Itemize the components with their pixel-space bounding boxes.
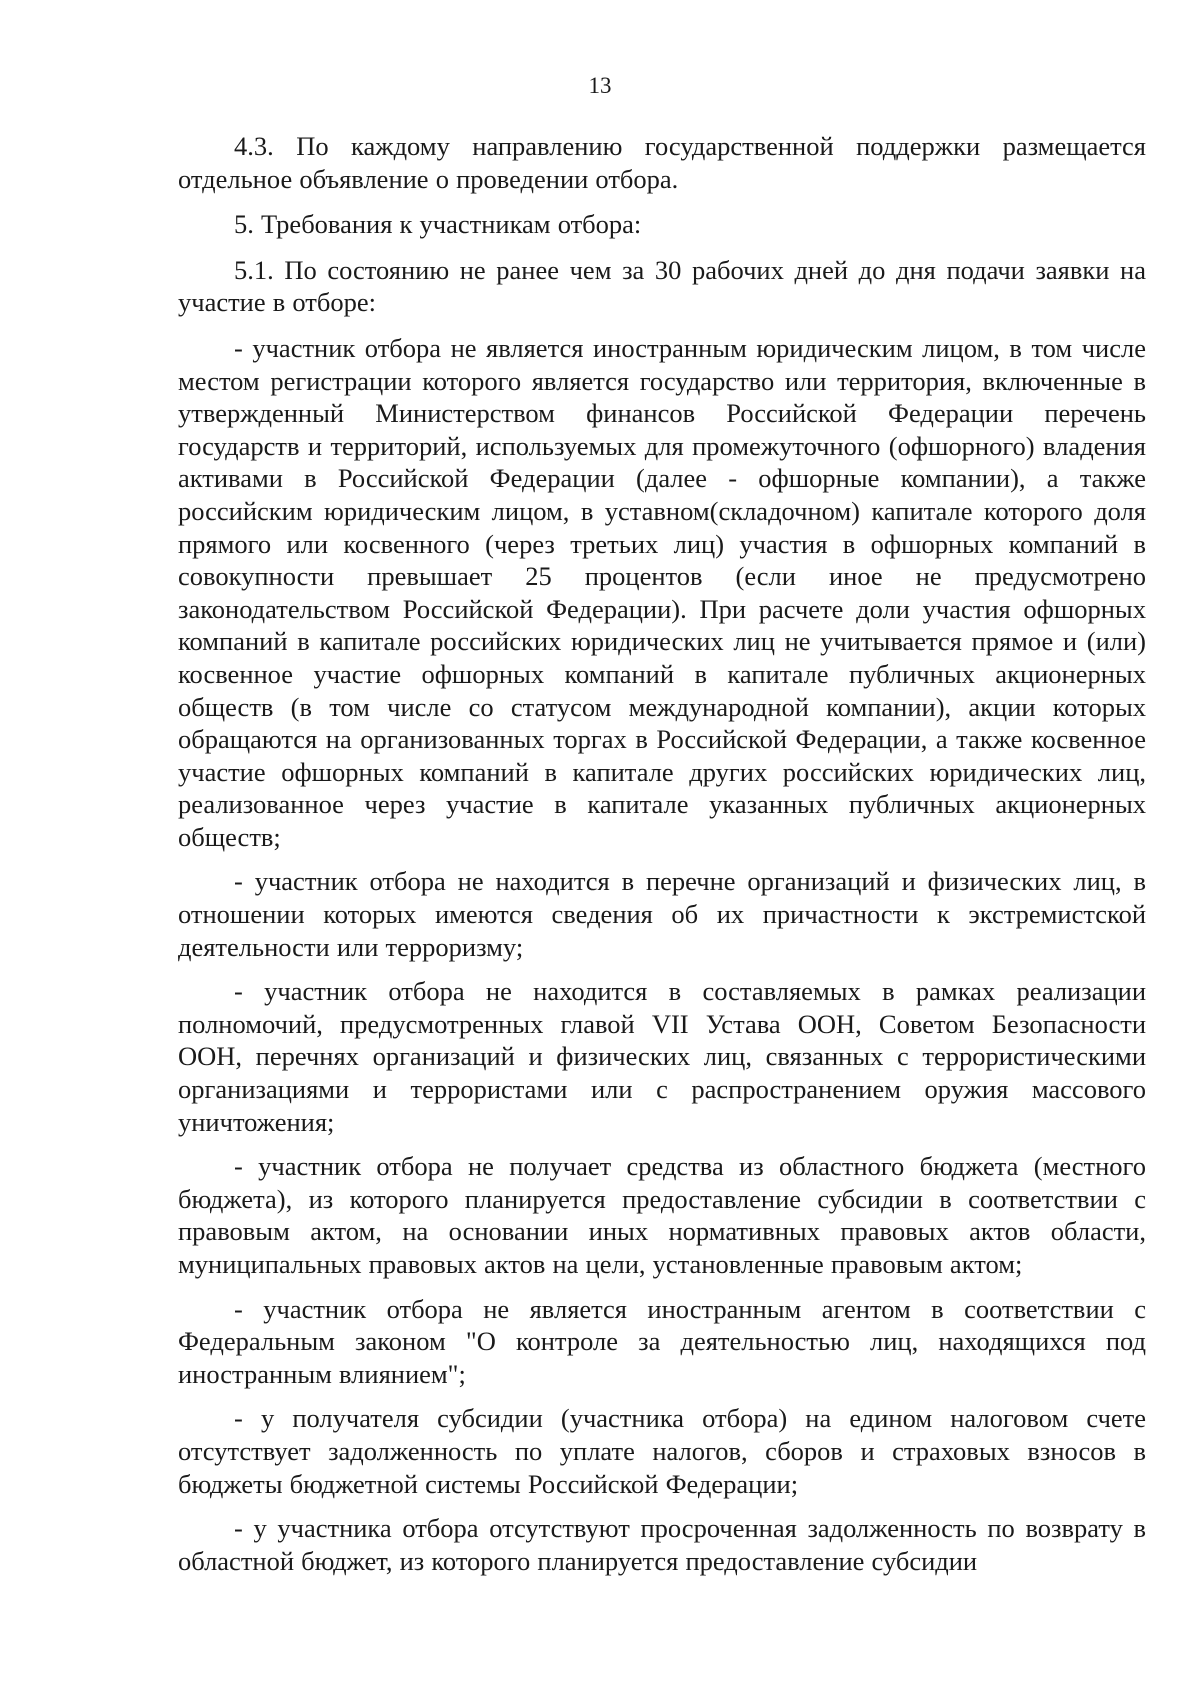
section-heading-5: 5. Требования к участникам отбора: [234,209,642,240]
requirement-offshore: - участник отбора не является иностранным юридическим лицом, в том числе местом регистрации которого является государство или территория, включенные в утвержденный Министерством финансов Российской Федерации перечень государств и территорий, используемых для промежуточного (офшорного) владения активами в Российской Федерации (далее - офшорные компании), а также российским юридическим лицом, в уставном(складочном) капитале которого доля прямого или косвенного (через третьих лиц) участия в офшорных компаний в совокупности превышает 25 процентов (если иное не предусмотрено законодательством Российской Федерации). При расчете доли участия офшорных компаний в капитале российских юридических лиц не учитывается прямое и (или) косвенное участие офшорных компаний в капитале публичных акционерных обществ (в том числе со статусом международной компании), акции которых обращаются на организованных торгах в Российской Федерации, а также косвенное участие офшорных компаний в капитале других российских юридических лиц, реализованное через участие в капитале указанных публичных акционерных обществ; [178,332,1146,852]
requirement-overdue-debt: - у участника отбора отсутствуют просроченная задолженность по возврату в областной бюджет, из которого планируется предоставление субсидии [178,1513,1146,1576]
page-number: 13 [588,73,612,98]
requirement-extremism-list: - участник отбора не находится в перечне организаций и физических лиц, в отношении которых имеются сведения об их причастности к экстремистской деятельности или терроризму; [178,866,1146,962]
document-body [178,130,1146,1589]
requirement-tax-debt: - у получателя субсидии (участника отбора) на едином налоговом счете отсутствует задолженность по уплате налогов, сборов и страховых взносов в бюджеты бюджетной системы Российской Федерации; [178,1403,1146,1499]
requirement-no-budget-funds: - участник отбора не получает средства из областного бюджета (местного бюджета), из которого планируется предоставление субсидии в соответствии с правовым актом, на основании иных нормативных правовых актов области, муниципальных правовых актов на цели, установленные правовым актом; [178,1151,1146,1279]
paragraph-5-1: 5.1. По состоянию не ранее чем за 30 рабочих дней до дня подачи заявки на участие в отборе: [178,254,1146,318]
requirement-foreign-agent: - участник отбора не является иностранным агентом в соответствии с Федеральным законом "О контроле за деятельностью лиц, находящихся под иностранным влиянием"; [178,1293,1146,1389]
paragraph-4-3: 4.3. По каждому направлению государственной поддержки размещается отдельное объявление о проведении отбора. [178,131,1146,194]
requirement-un-lists: - участник отбора не находится в составляемых в рамках реализации полномочий, предусмотренных главой VII Устава ООН, Советом Безопасности ООН, перечнях организаций и физических лиц, связанных с террористическими организациями и террористами или с распространением оружия массового уничтожения; [178,976,1146,1137]
